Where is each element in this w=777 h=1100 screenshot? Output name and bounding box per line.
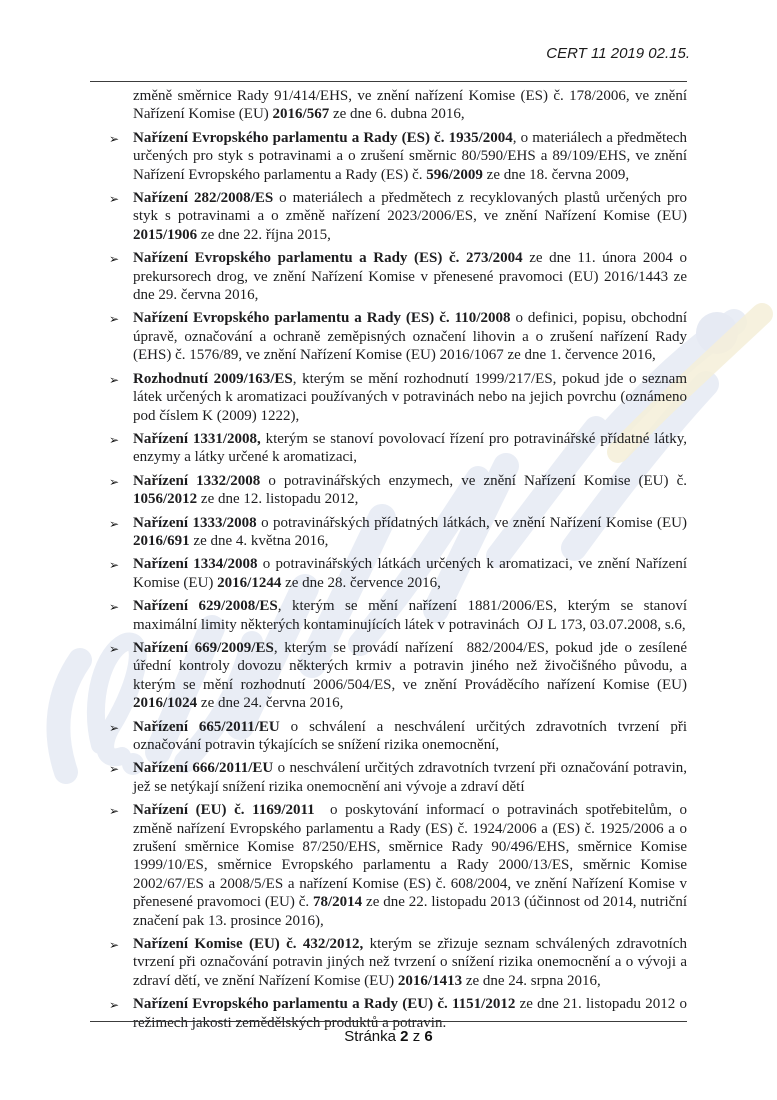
arrow-bullet-icon: ➢ bbox=[109, 252, 120, 267]
text-run: , kterým se mění rozhodnutí 1999/217/ES, pokud jde o seznam látek určených k aromatizaci používaných v potravinách nebo na jejich povrchu (oznámeno pod číslem K (2009) 1222), bbox=[133, 370, 687, 424]
footer-of-label: z bbox=[412, 1028, 421, 1045]
text-run: o schválení a neschválení určitých zdravotních tvrzení při označování potravin týkajících se snížení rizika onemocnění, bbox=[133, 718, 687, 753]
arrow-bullet-icon: ➢ bbox=[109, 804, 120, 819]
regulation-item bbox=[109, 935, 687, 990]
footer-page-number: 2 bbox=[400, 1028, 409, 1045]
page-header bbox=[90, 45, 690, 62]
arrow-bullet-icon: ➢ bbox=[109, 762, 120, 777]
document-reference: CERT 11 2019 02.15. bbox=[546, 45, 690, 62]
text-run: ze dne 4. května 2016, bbox=[189, 532, 329, 549]
text-run: o potravinářských enzymech, ve znění Nařízení Komise (EU) č. bbox=[260, 472, 687, 489]
text-run: ze dne 18. června 2009, bbox=[482, 166, 630, 183]
text-run: Nařízení 282/2008/ES bbox=[133, 190, 274, 207]
regulation-item bbox=[109, 189, 687, 244]
text-run: Nařízení Evropského parlamentu a Rady (ES) č. 110/2008 bbox=[133, 310, 511, 327]
text-run: ze dne 22. října 2015, bbox=[197, 226, 331, 243]
text-run: Nařízení 1332/2008 bbox=[133, 472, 261, 489]
arrow-bullet-icon: ➢ bbox=[109, 558, 120, 573]
text-run: kterým se zřizuje seznam schválených zdravotních tvrzení při označování potravin jiných než tvrzení o snížení rizika onemocnění a o vývoji a zdraví dětí, ve znění Nařízení Komise (EU) bbox=[133, 936, 687, 989]
text-run: 2016/1244 bbox=[217, 574, 282, 591]
text-run: Nařízení 1331/2008, bbox=[133, 430, 261, 447]
arrow-bullet-icon: ➢ bbox=[109, 432, 120, 447]
text-run: ze dne 21. listopadu 2012 o režimech jakosti zemědělských produktů a potravin. bbox=[133, 996, 687, 1031]
text-run: Nařízení 1334/2008 bbox=[133, 556, 258, 573]
text-run: , kterým se mění nařízení 1881/2006/ES, kterým se stanoví maximální limity některých kontaminujících látek v potravinách OJ L 173, 03.07.2008, s.6, bbox=[133, 598, 687, 633]
text-run: 1056/2012 bbox=[133, 491, 198, 508]
page-footer bbox=[0, 1028, 777, 1045]
arrow-bullet-icon: ➢ bbox=[109, 131, 120, 146]
text-run: 2016/1024 bbox=[133, 695, 198, 712]
arrow-bullet-icon: ➢ bbox=[109, 600, 120, 615]
arrow-bullet-icon: ➢ bbox=[109, 938, 120, 953]
text-run: 2016/1413 bbox=[397, 972, 463, 989]
text-run: ze dne 12. listopadu 2012, bbox=[197, 491, 359, 508]
header-divider bbox=[90, 81, 687, 82]
arrow-bullet-icon: ➢ bbox=[109, 641, 120, 656]
continuation-paragraph bbox=[133, 87, 687, 124]
regulation-item bbox=[109, 514, 687, 551]
text-run: ze dne 24. srpna 2016, bbox=[462, 972, 601, 989]
arrow-bullet-icon: ➢ bbox=[109, 372, 120, 387]
text-run: Nařízení 665/2011/EU bbox=[133, 718, 280, 735]
text-run: o potravinářských přídatných látkách, ve znění Nařízení Komise (EU) bbox=[256, 514, 687, 531]
regulation-item bbox=[109, 718, 687, 755]
text-run: Nařízení (EU) č. 1169/2011 bbox=[133, 802, 315, 819]
text-run: změně směrnice Rady 91/414/EHS, ve znění nařízení Komise (ES) č. 178/2006, ve znění Nařízení Komise (EU) bbox=[133, 88, 687, 123]
regulation-item bbox=[109, 129, 688, 184]
text-run: 78/2014 bbox=[313, 894, 363, 911]
text-run: o poskytování informací o potravinách spotřebitelům, o změně nařízení Evropského parlamentu a Rady (ES) č. 1924/2006 a (ES) č. 1925/2006 a o zrušení směrnice Komise 87/250/EHS, směrnice Rady 90/496/EHS, směrnice Komise 1999/10/ES, směrnice Evropského parlamentu a Rady 2000/13/ES, směrnic Komise 2002/67/ES a 2008/5/ES a nařízení Komise (ES) č. 608/2004, ve znění Nařízení Komise v přenesené pravomoci (EU) č. bbox=[133, 802, 687, 911]
text-run: Nařízení 1333/2008 bbox=[133, 514, 257, 531]
text-run: 596/2009 bbox=[426, 166, 483, 183]
regulation-item bbox=[109, 370, 687, 425]
text-run: , kterým se provádí nařízení 882/2004/ES, pokud jde o zesílené úřední kontroly dovozu některých krmiv a potravin jiného než živočišného původu, a kterým se mění rozhodnutí 2006/504/ES, ve znění Prováděcího nařízení Komise (EU) bbox=[133, 639, 687, 693]
text-run: ze dne 24. června 2016, bbox=[197, 695, 344, 712]
text-run: Nařízení 669/2009/ES bbox=[133, 639, 274, 656]
regulation-item bbox=[109, 801, 687, 930]
text-run: Nařízení Komise (EU) č. 432/2012, bbox=[133, 936, 364, 953]
text-run: o materiálech a předmětech z recyklovaných plastů určených pro styk s potravinami a o změně nařízení 2023/2006/ES, ve znění Nařízení Komise (EU) bbox=[133, 190, 687, 225]
text-run: 2016/691 bbox=[133, 532, 190, 549]
text-run: o potravinářských látkách určených k aromatizaci, ve znění Nařízení Komise (EU) bbox=[133, 556, 687, 591]
regulation-item bbox=[109, 309, 687, 364]
arrow-bullet-icon: ➢ bbox=[109, 312, 120, 327]
arrow-bullet-icon: ➢ bbox=[109, 720, 120, 735]
text-run: , o materiálech a předmětech určených pro styk s potravinami a o zrušení směrnic 80/590/EHS a 89/109/EHS, ve znění Nařízení Evropského parlamentu a Rady (ES) č. bbox=[133, 129, 688, 183]
arrow-bullet-icon: ➢ bbox=[109, 474, 120, 489]
text-run: Nařízení Evropského parlamentu a Rady (ES) č. 1935/2004 bbox=[133, 129, 513, 146]
text-run: o neschválení určitých zdravotních tvrzení při označování potravin, jež se netýkají snížení rizika onemocnění ani vývoje a zdraví dětí bbox=[133, 760, 687, 795]
footer-total-pages: 6 bbox=[424, 1028, 433, 1045]
text-run: Nařízení 629/2008/ES bbox=[133, 598, 278, 615]
text-run: 2015/1906 bbox=[133, 226, 198, 243]
regulation-list bbox=[109, 87, 688, 1037]
regulation-item bbox=[109, 597, 687, 634]
text-run: Rozhodnutí 2009/163/ES bbox=[133, 370, 293, 387]
regulation-item bbox=[109, 555, 687, 592]
regulation-item bbox=[109, 249, 687, 304]
regulation-item bbox=[109, 472, 687, 509]
regulation-item bbox=[109, 430, 687, 467]
text-run: ze dne 22. listopadu 2013 (účinnost od 2014, nutriční značení pak 13. prosince 2016), bbox=[133, 894, 687, 929]
arrow-bullet-icon: ➢ bbox=[109, 192, 120, 207]
text-run: 2016/567 bbox=[272, 106, 330, 123]
regulation-item bbox=[109, 995, 687, 1032]
text-run: o definici, popisu, obchodní úpravě, označování a ochraně zeměpisných označení lihovin a o zrušení nařízení Rady (EHS) č. 1576/89, ve znění Nařízení Komise (EU) 2016/1067 ze dne 1. července 2016, bbox=[133, 310, 687, 364]
arrow-bullet-icon: ➢ bbox=[109, 998, 120, 1013]
text-run: Nařízení 666/2011/EU bbox=[133, 760, 274, 777]
arrow-bullet-icon: ➢ bbox=[109, 516, 120, 531]
regulation-item bbox=[109, 639, 687, 713]
regulation-item bbox=[109, 759, 687, 796]
text-run: ze dne 6. dubna 2016, bbox=[329, 106, 465, 123]
text-run: ze dne 28. července 2016, bbox=[281, 574, 441, 591]
text-run: ze dne 11. února 2004 o prekursorech drog, ve znění Nařízení Komise v přenesené pravomoci (EU) 2016/1443 ze dne 29. června 2016, bbox=[133, 250, 687, 304]
text-run: Nařízení Evropského parlamentu a Rady (ES) č. 273/2004 bbox=[133, 250, 523, 267]
footer-page-label: Stránka bbox=[344, 1028, 396, 1045]
text-run: Nařízení Evropského parlamentu a Rady (EU) č. 1151/2012 bbox=[133, 996, 516, 1013]
text-run: kterým se stanoví povolovací řízení pro potravinářské přídatné látky, enzymy a látky určené k aromatizaci, bbox=[133, 430, 687, 466]
footer-divider bbox=[90, 1021, 687, 1022]
